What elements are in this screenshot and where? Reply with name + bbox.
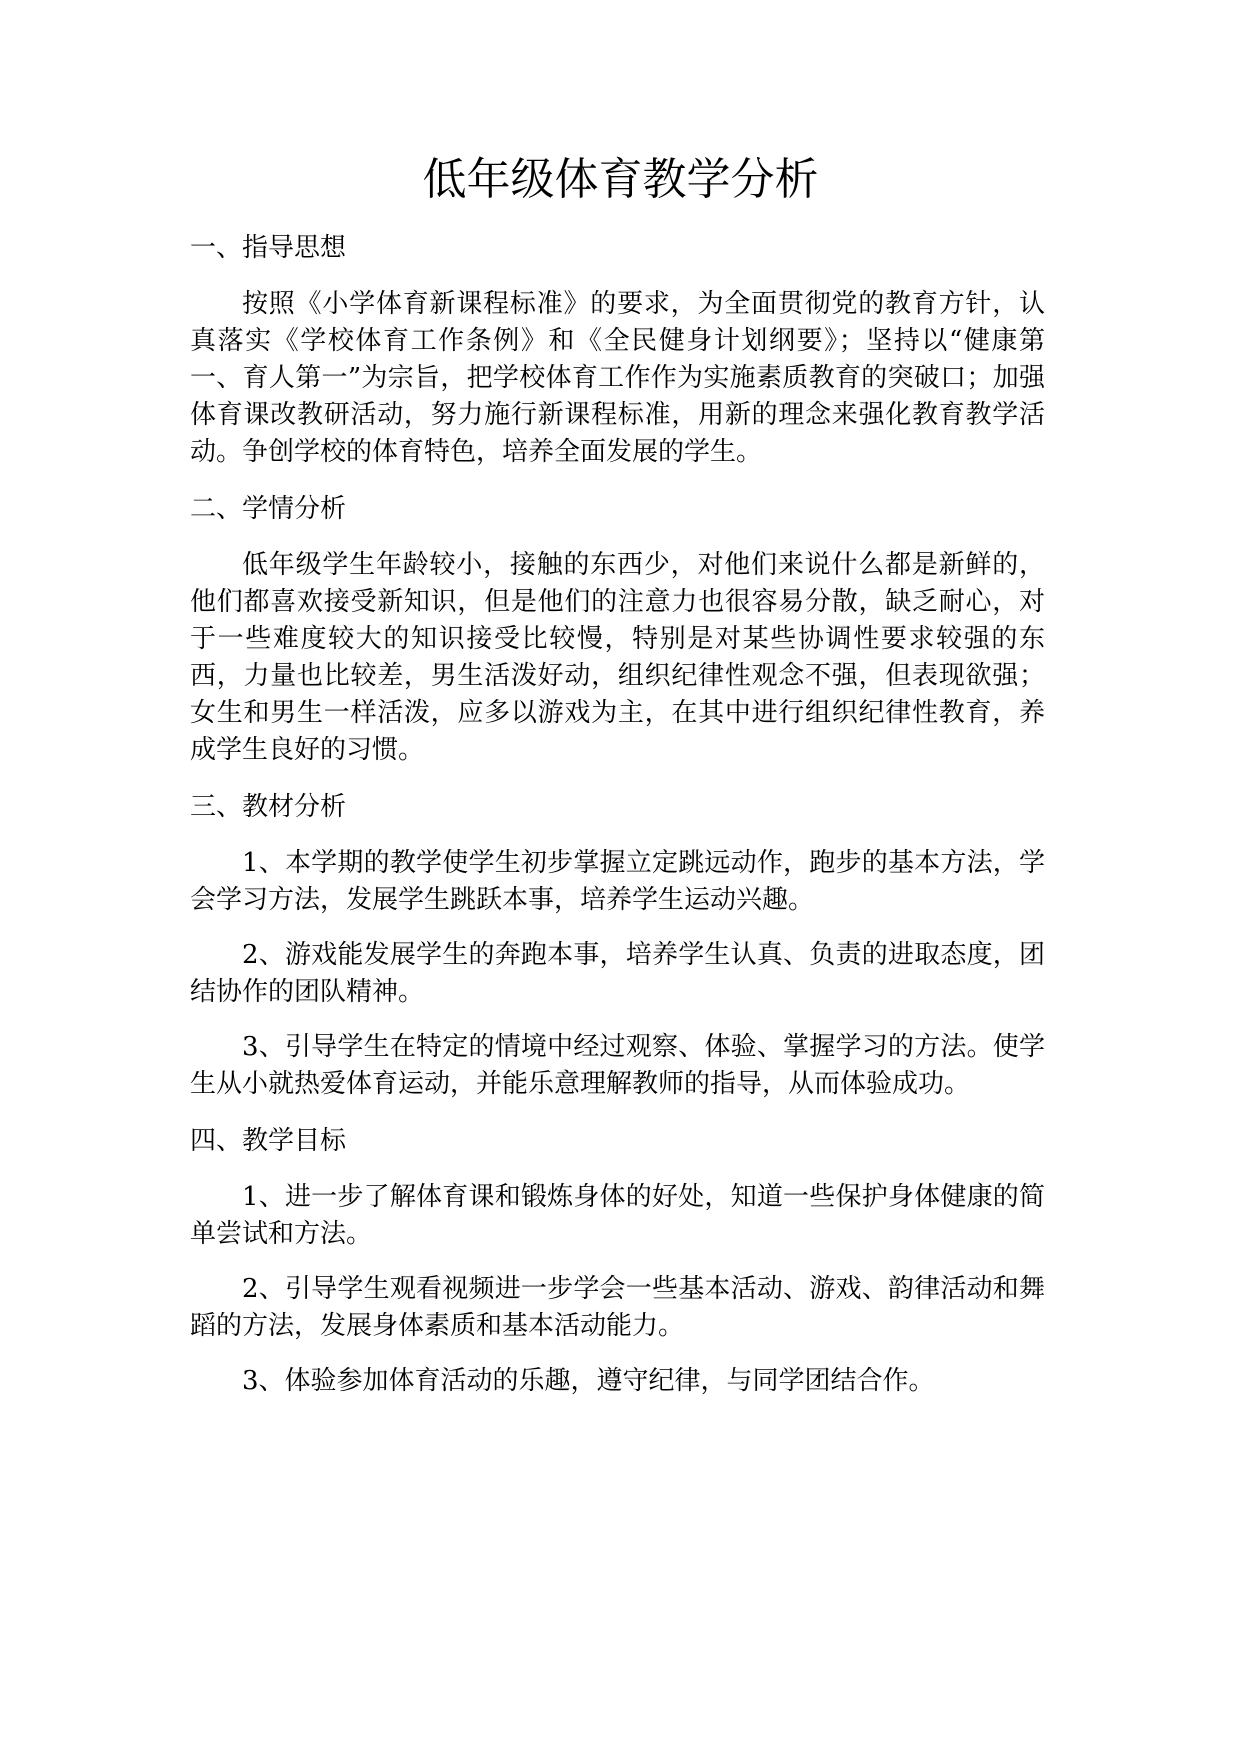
document-title: 低年级体育教学分析 xyxy=(422,154,819,205)
section-paragraph: 2、引导学生观看视频进一步学会一些基本活动、游戏、韵律活动和舞蹈的方法，发展身体素质和基本活动能力。 xyxy=(190,1274,1045,1341)
section-paragraph: 2、游戏能发展学生的奔跑本事，培养学生认真、负责的进取态度，团结协作的团队精神。 xyxy=(190,940,1045,1007)
section-paragraph: 按照《小学体育新课程标准》的要求，为全面贯彻党的教育方针，认真落实《学校体育工作条例》和《全民健身计划纲要》；坚持以“健康第一、育人第一”为宗旨，把学校体育工作作为实施素质教育的突破口；加强体育课改教研活动，努力施行新课程标准，用新的理念来强化教育教学活动。争创学校的体育特色，培养全面发展的学生。 xyxy=(190,289,1045,467)
section-student-analysis xyxy=(190,489,1045,769)
section-paragraph: 低年级学生年龄较小，接触的东西少，对他们来说什么都是新鲜的，他们都喜欢接受新知识，但是他们的注意力也很容易分散，缺乏耐心，对于一些难度较大的知识接受比较慢，特别是对某些协调性要求较强的东西，力量也比较差，男生活泼好动，组织纪律性观念不强，但表现欲强；女生和男生一样活泼，应多以游戏为主，在其中进行组织纪律性教育，养成学生良好的习惯。 xyxy=(190,550,1045,765)
section-paragraph: 1、本学期的教学使学生初步掌握立定跳远动作，跑步的基本方法，学会学习方法，发展学生跳跃本事，培养学生运动兴趣。 xyxy=(190,848,1045,915)
section-material-analysis xyxy=(190,787,1045,1103)
section-heading: 一、指导思想 xyxy=(190,233,347,263)
section-heading: 二、学情分析 xyxy=(190,494,347,524)
document-body xyxy=(190,228,1045,1418)
section-teaching-goals xyxy=(190,1121,1045,1400)
section-paragraph: 3、体验参加体育活动的乐趣，遵守纪律，与同学团结合作。 xyxy=(242,1366,935,1396)
section-paragraph: 1、进一步了解体育课和锻炼身体的好处，知道一些保护身体健康的简单尝试和方法。 xyxy=(190,1182,1045,1249)
section-heading: 四、教学目标 xyxy=(190,1126,347,1156)
section-paragraph: 3、引导学生在特定的情境中经过观察、体验、掌握学习的方法。使学生从小就热爱体育运动，并能乐意理解教师的指导，从而体验成功。 xyxy=(190,1032,1045,1099)
section-guiding-thought xyxy=(190,228,1045,471)
section-heading: 三、教材分析 xyxy=(190,792,347,822)
